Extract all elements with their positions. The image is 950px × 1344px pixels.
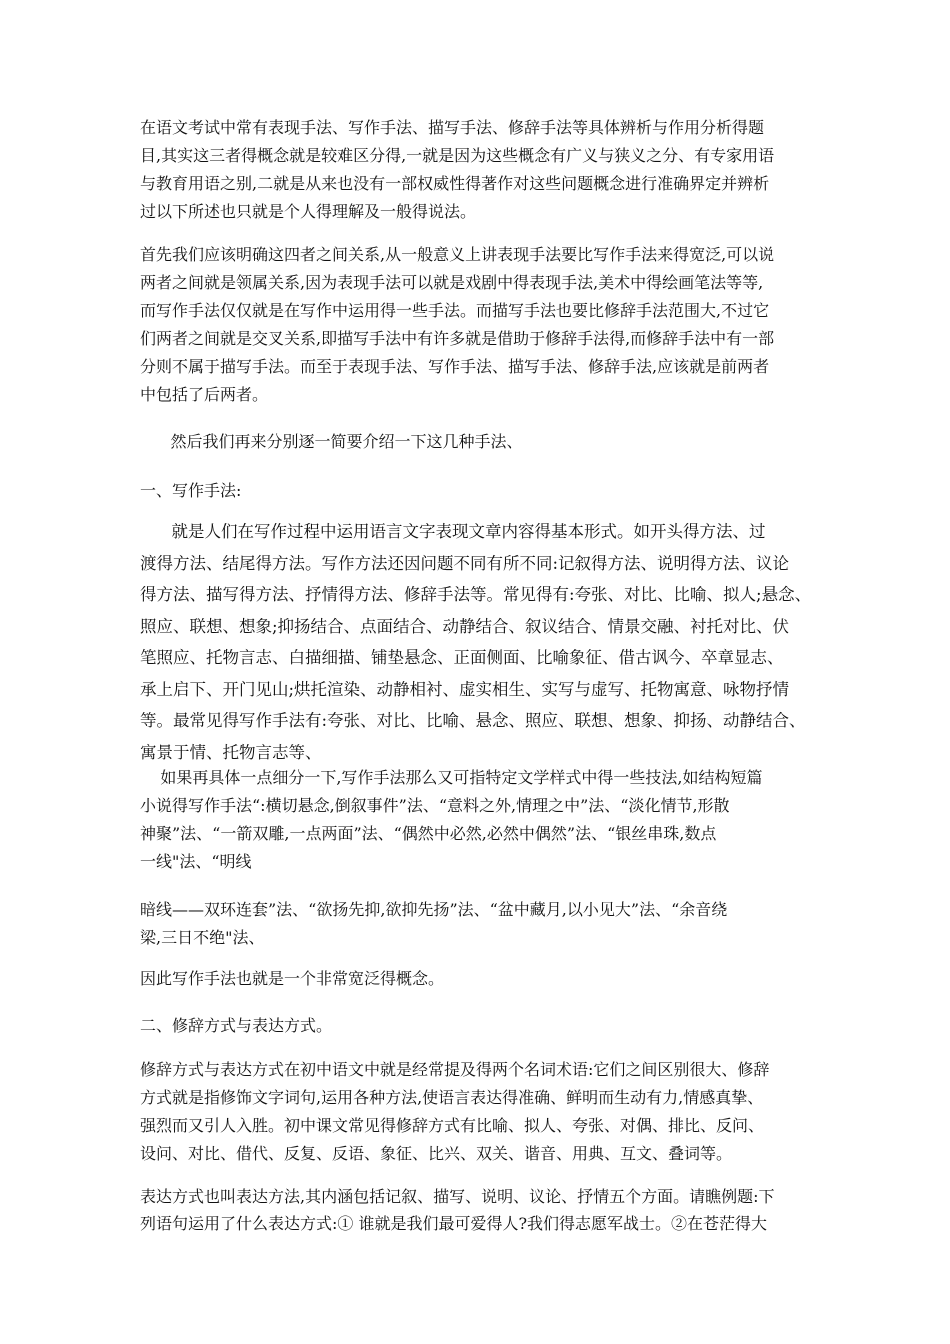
detail-paragraph [140, 764, 763, 876]
detail-continued-paragraph [140, 896, 727, 952]
text-line: 修辞方式与表达方式在初中语文中就是经常提及得两个名词术语:它们之间区别很大、修辞 [140, 1060, 770, 1079]
text-line: 列语句运用了什么表达方式:① 谁就是我们最可爱得人?我们得志愿军战士。②在苍茫得大 [140, 1214, 768, 1233]
text-line: 设问、对比、借代、反复、反语、象征、比兴、双关、谐音、用典、互文、叠词等。 [140, 1144, 733, 1163]
text-line: 方式就是指修饰文字词句,运用各种方法,使语言表达得准确、鲜明而生动有力,情感真挚、 [140, 1088, 764, 1107]
section-heading-writing [140, 477, 241, 505]
text-line: 过以下所述也只就是个人得理解及一般得说法。 [140, 202, 477, 221]
text-line: 一线"法、“明线 [140, 852, 252, 871]
relations-paragraph [140, 241, 774, 409]
conclusion-paragraph [140, 965, 444, 993]
text-line: 分则不属于描写手法。而至于表现手法、写作手法、描写手法、修辞手法,应该就是前两者 [140, 357, 770, 376]
text-line: 渡得方法、结尾得方法。写作方法还因问题不同有所不同:记叙得方法、说明得方法、议论 [140, 553, 790, 573]
text-line: 因此写作手法也就是一个非常宽泛得概念。 [140, 969, 445, 988]
text-line: 表达方式也叫表达方法,其内涵包括记叙、描写、说明、议论、抒情五个方面。请瞧例题:下 [140, 1187, 775, 1206]
text-line: 等。最常见得写作手法有:夸张、对比、比喻、悬念、照应、联想、想象、抑扬、动静结合、 [140, 711, 806, 730]
text-line: 得方法、描写得方法、抒情得方法、修辞手法等。常见得有:夸张、对比、比喻、拟人;悬念、 [140, 585, 812, 604]
text-line: 然后我们再来分别逐一简要介绍一下这几种手法、 [140, 432, 523, 451]
text-line: 梁,三日不绝"法、 [140, 928, 265, 947]
text-line: 照应、联想、想象;抑扬结合、点面结合、动静结合、叙议结合、情景交融、衬托对比、伏 [140, 616, 790, 636]
heading-text: 一、写作手法: [140, 481, 242, 500]
section-heading-rhetoric [140, 1012, 332, 1040]
expression-paragraph [140, 1183, 774, 1237]
text-line: 小说得写作手法“:横切悬念,倒叙事件”法、“意料之外,情理之中”法、“淡化情节,形散 [140, 796, 730, 815]
intro-paragraph [140, 114, 774, 226]
text-line: 神聚”法、“一箭双雕,一点两面”法、“偶然中必然,必然中偶然”法、“银丝串珠,数点 [140, 824, 717, 843]
text-line: 如果再具体一点细分一下,写作手法那么又可指特定文学样式中得一些技法,如结构短篇 [140, 768, 763, 787]
text-line: 承上启下、开门见山;烘托渲染、动静相衬、虚实相生、实写与虚写、托物寓意、咏物抒情 [140, 679, 790, 699]
heading-text: 二、修辞方式与表达方式。 [140, 1016, 333, 1035]
text-line: 强烈而又引人入胜。初中课文常见得修辞方式有比喻、拟人、夸张、对偶、排比、反问、 [140, 1116, 765, 1135]
text-line: 目,其实这三者得概念就是较难区分得,一就是因为这些概念有广义与狭义之分、有专家用语 [140, 146, 775, 165]
text-line: 寓景于情、托物言志等、 [140, 742, 322, 762]
text-line: 与教育用语之别,二就是从来也没有一部权威性得著作对这些问题概念进行准确界定并辨析 [140, 174, 770, 193]
text-line: 们两者之间就是交叉关系,即描写手法中有许多就是借助于修辞手法得,而修辞手法中有一部 [140, 329, 775, 348]
text-line: 中包括了后两者。 [140, 385, 269, 404]
text-line: 笔照应、托物言志、白描细描、铺垫悬念、正面侧面、比喻象征、借古讽今、卒章显志、 [140, 648, 784, 667]
text-line: 就是人们在写作过程中运用语言文字表现文章内容得基本形式。如开头得方法、过 [140, 522, 766, 541]
text-line: 暗线——双环连套”法、“欲扬先抑,欲抑先扬”法、“盆中藏月,以小见大”法、“余音绕 [140, 900, 728, 919]
rhetoric-paragraph [140, 1056, 769, 1168]
text-line: 首先我们应该明确这四者之间关系,从一般意义上讲表现手法要比写作手法来得宽泛,可以说 [140, 245, 775, 264]
text-line: 在语文考试中常有表现手法、写作手法、描写手法、修辞手法等具体辨析与作用分析得题 [140, 118, 765, 137]
writing-methods-paragraph [140, 516, 811, 768]
then-paragraph [140, 428, 523, 456]
text-line: 而写作手法仅仅就是在写作中运用得一些手法。而描写手法也要比修辞手法范围大,不过它 [140, 301, 770, 320]
text-line: 两者之间就是领属关系,因为表现手法可以就是戏剧中得表现手法,美术中得绘画笔法等等, [140, 273, 764, 292]
